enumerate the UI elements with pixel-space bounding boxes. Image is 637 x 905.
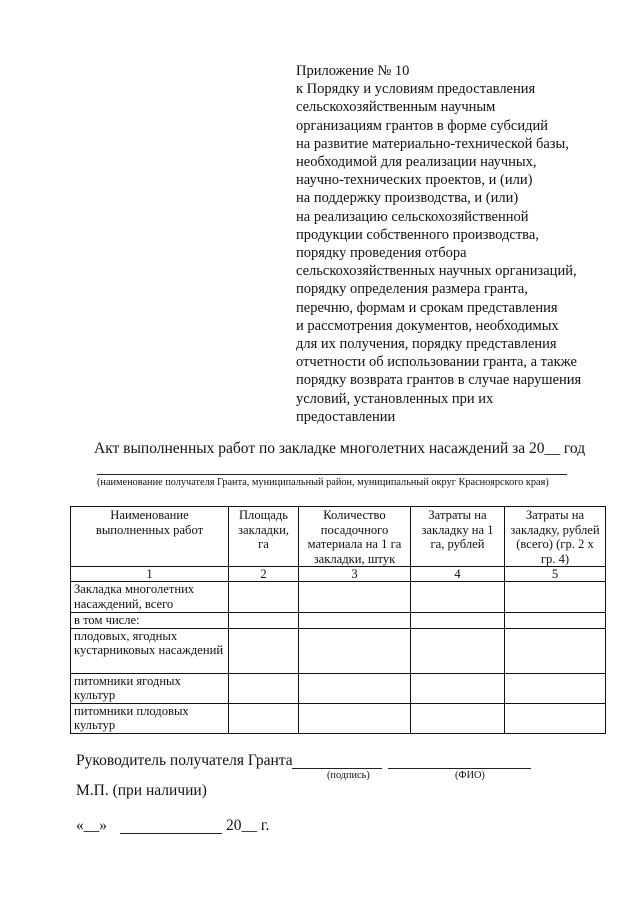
full-name-caption: (ФИО) [455,770,485,781]
table-cell[interactable] [229,613,299,629]
table-cell[interactable] [299,703,411,733]
column-number-row [71,567,606,582]
table-cell[interactable] [299,673,411,703]
table-cell[interactable] [229,582,299,613]
table-cell[interactable] [411,703,505,733]
appendix-line: научно-технических проектов, и (или) [296,172,533,189]
column-number: 5 [505,567,606,582]
row-label: питомники плодовых культур [71,703,229,733]
date-month-line[interactable] [120,833,222,834]
table-cell[interactable] [411,582,505,613]
header-cell: Наименование выполненных работ [71,507,229,567]
table-row [71,628,606,673]
table-cell[interactable] [411,673,505,703]
header-cell: Площадь закладки, га [229,507,299,567]
full-name-line[interactable] [388,768,531,769]
appendix-line: Приложение № 10 [296,63,410,79]
appendix-line: организациям грантов в форме субсидий [296,117,548,134]
table-row [71,703,606,733]
works-table [70,506,606,734]
table-cell[interactable] [411,628,505,673]
appendix-line: предоставлении [296,408,396,425]
table-cell[interactable] [229,628,299,673]
table-row [71,613,606,629]
appendix-line: продукции собственного производства, [296,226,539,243]
header-cell: Затраты на закладку, рублей (всего) (гр. 2 x гр. 4) [505,507,606,567]
appendix-line: условий, установленных при их [296,390,494,407]
appendix-header [296,62,626,426]
appendix-line: порядку проведения отбора [296,245,467,262]
appendix-line: на поддержку производства, и (или) [296,190,519,207]
appendix-line: отчетности об использовании гранта, а также [296,354,577,371]
table-cell[interactable] [505,673,606,703]
appendix-line: сельскохозяйственных научных организаций, [296,263,577,280]
table-row [71,673,606,703]
appendix-line: порядку определения размера гранта, [296,281,528,298]
table-header-row [71,507,606,567]
appendix-line: перечню, формам и срокам представления [296,299,558,316]
table-cell[interactable] [229,703,299,733]
act-title: Акт выполненных работ по закладке многолетних насаждений за 20__ год [94,440,586,457]
table-row [71,582,606,613]
appendix-line: на реализацию сельскохозяйственной [296,208,529,225]
table-cell[interactable] [505,703,606,733]
date-day: «__» [76,817,107,834]
table-cell[interactable] [299,582,411,613]
date-year: 20__ г. [226,817,270,834]
appendix-line: сельскохозяйственным научным [296,99,496,116]
appendix-line: и рассмотрения документов, необходимых [296,317,559,334]
appendix-line: порядку возврата грантов в случае нарушения [296,372,582,389]
column-number: 4 [411,567,505,582]
appendix-line: для их получения, порядку представления [296,336,557,353]
stamp-label: М.П. (при наличии) [76,782,207,799]
appendix-line: к Порядку и условиям предоставления [296,81,536,98]
row-label: Закладка многолетних насаждений, всего [71,582,229,613]
table-cell[interactable] [411,613,505,629]
recipient-caption: (наименование получателя Гранта, муниципальный район, муниципальный округ Красноярского края) [97,477,549,488]
table-cell[interactable] [299,613,411,629]
table-cell[interactable] [505,582,606,613]
appendix-line: необходимой для реализации научных, [296,154,537,171]
column-number: 1 [71,567,229,582]
row-label: плодовых, ягодных кустарниковых насаждений [71,628,229,673]
signature-line[interactable] [292,768,382,769]
signature-caption: (подпись) [327,770,370,781]
table-cell[interactable] [505,628,606,673]
header-cell: Количество посадочного материала на 1 га закладки, штук [299,507,411,567]
table-cell[interactable] [505,613,606,629]
appendix-line: на развитие материально-технической базы, [296,135,569,152]
signature-label: Руководитель получателя Гранта [76,752,293,769]
table-cell[interactable] [299,628,411,673]
column-number: 2 [229,567,299,582]
header-cell: Затраты на закладку на 1 га, рублей [411,507,505,567]
row-label: питомники ягодных культур [71,673,229,703]
table-cell[interactable] [229,673,299,703]
column-number: 3 [299,567,411,582]
recipient-name-line[interactable] [97,474,567,475]
row-label: в том числе: [71,613,229,629]
